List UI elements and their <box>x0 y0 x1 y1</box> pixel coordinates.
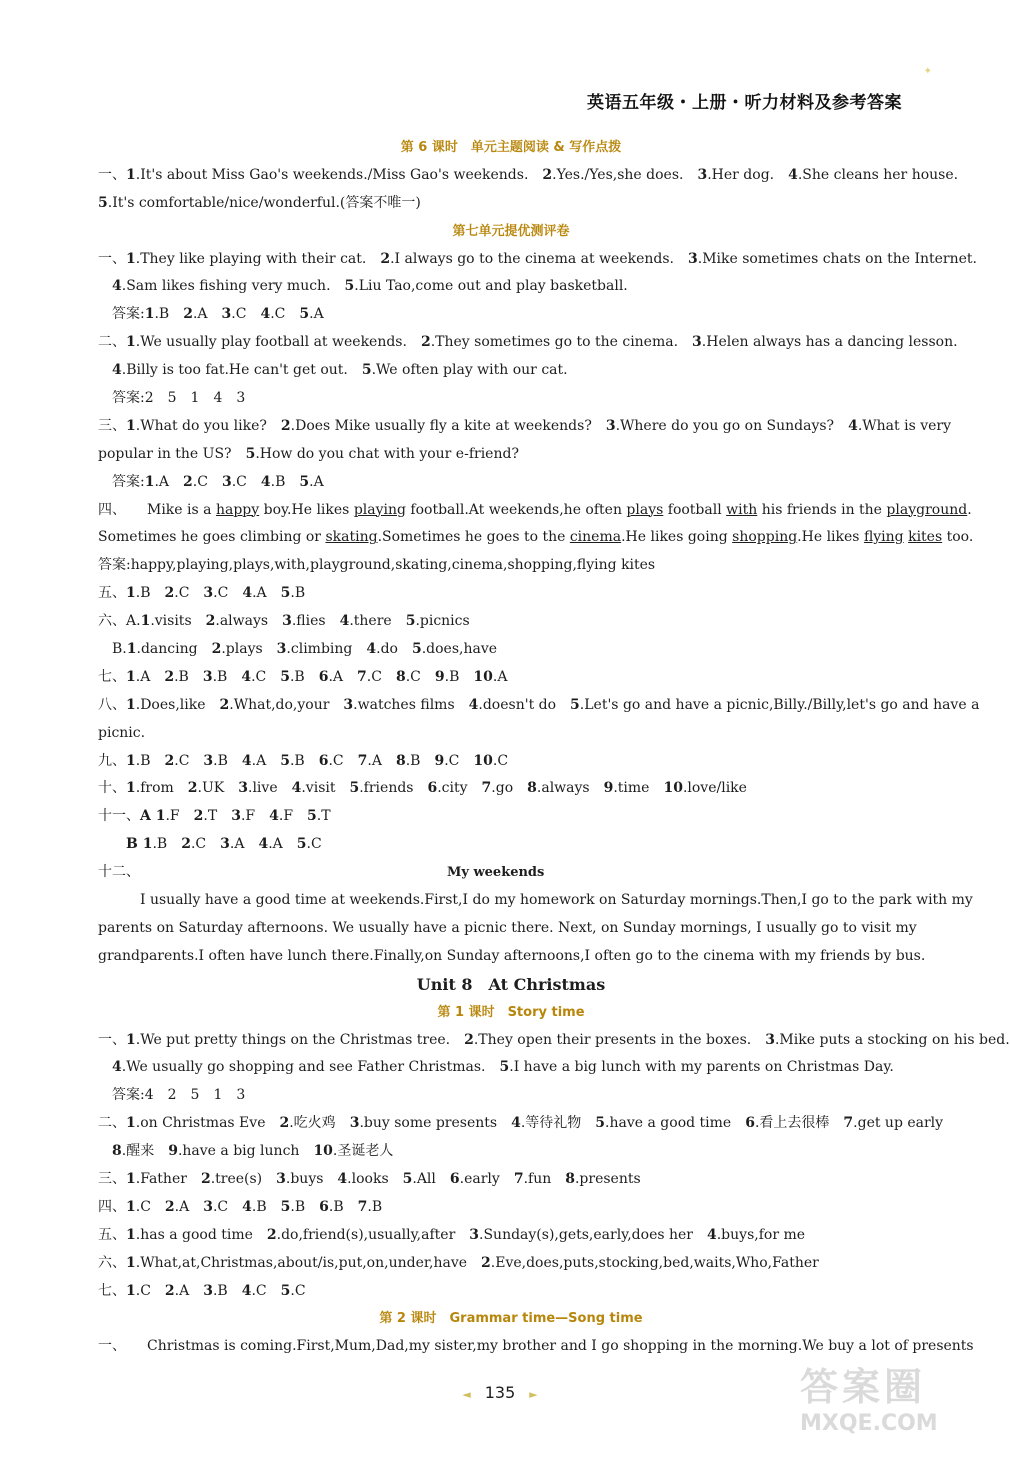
answer-line: 二、1.We usually play football at weekends. 2.They sometimes go to the cinema. 3.Helen always has a dancing lesson. <box>98 334 958 351</box>
answer-line: 答案:happy,playing,plays,with,playground,skating,cinema,shopping,flying kites <box>98 557 656 574</box>
answer-line: 九、1.B 2.C 3.B 4.A 5.B 6.C 7.A 8.B 9.C 10.C <box>98 752 509 769</box>
answer-line: 五、1.B 2.C 3.C 4.A 5.B <box>98 585 306 602</box>
answer-line: grandparents.I often have lunch there.Finally,on Sunday afternoons,I often go to the cinema with my friends by bus. <box>98 947 926 964</box>
answer-line: 4.Billy is too fat.He can't get out. 5.We often play with our cat. <box>112 362 568 379</box>
answer-line: 4.Sam likes fishing very much. 5.Liu Tao,come out and play basketball. <box>112 278 628 295</box>
answer-line: 一、 Christmas is coming.First,Mum,Dad,my sister,my brother and I go shopping in the morning.We buy a lot of presents <box>98 1338 974 1355</box>
watermark-logo: 答案圈 <box>800 1365 927 1409</box>
answer-line: 二、1.on Christmas Eve 2.吃火鸡 3.buy some presents 4.等待礼物 5.have a good time 6.看上去很棒 7.get up early <box>98 1115 944 1132</box>
answer-line: 八、1.Does,like 2.What,do,your 3.watches films 4.doesn't do 5.Let's go and have a picnic,Billy./Billy,let's go and have a <box>98 696 980 713</box>
answer-line: B 1.B 2.C 3.A 4.A 5.C <box>126 836 322 853</box>
answer-line: parents on Saturday afternoons. We usually have a picnic there. Next, on Sunday mornings, I usually go to visit my <box>98 919 917 936</box>
decorative-star: ✦ <box>923 66 932 77</box>
answer-line: 十一、A 1.F 2.T 3.F 4.F 5.T <box>98 808 331 825</box>
watermark-url: MXQE.COM <box>800 1411 938 1436</box>
section-heading: 第七单元提优测评卷 <box>452 223 570 239</box>
answer-line: 答案:1.A 2.C 3.C 4.B 5.A <box>98 473 324 490</box>
answer-line: 七、1.A 2.B 3.B 4.C 5.B 6.A 7.C 8.C 9.B 10.A <box>98 668 508 685</box>
answer-line: picnic. <box>98 724 146 741</box>
answer-line: 四、1.C 2.A 3.C 4.B 5.B 6.B 7.B <box>98 1198 383 1215</box>
section-heading: 第 6 课时 单元主题阅读 & 写作点拨 <box>400 140 622 155</box>
answer-line: 十、1.from 2.UK 3.live 4.visit 5.friends 6.city 7.go 8.always 9.time 10.love/like <box>98 780 747 797</box>
answer-line: B.1.dancing 2.plays 3.climbing 4.do 5.does,have <box>98 641 498 658</box>
right-arrow-icon: ► <box>529 1388 538 1401</box>
answer-line: popular in the US? 5.How do you chat with your e-friend? <box>98 445 519 462</box>
answer-line: 一、1.It's about Miss Gao's weekends./Miss Gao's weekends. 2.Yes./Yes,she does. 3.Her dog. 4.She cleans her house. <box>98 166 959 183</box>
left-arrow-icon: ◄ <box>462 1388 471 1401</box>
section-heading: 第 1 课时 Story time <box>437 1004 585 1020</box>
answer-line: 答案:1.B 2.A 3.C 4.C 5.A <box>98 306 324 323</box>
answer-line: 三、1.What do you like? 2.Does Mike usually fly a kite at weekends? 3.Where do you go on Sundays? 4.What is very <box>98 417 951 434</box>
answer-line: 答案:2 5 1 4 3 <box>98 390 246 407</box>
answer-line: 四、 Mike is a happy boy.He likes playing football.At weekends,he often plays football with his friends in the playground. <box>98 501 972 518</box>
answer-line: 5.It's comfortable/nice/wonderful.(答案不唯一) <box>98 194 421 211</box>
unit-heading: Unit 8 At Christmas <box>416 974 606 994</box>
answer-line: 答案:4 2 5 1 3 <box>98 1087 246 1104</box>
answer-content <box>98 134 1010 1361</box>
watermark <box>800 1356 970 1448</box>
answer-line: I usually have a good time at weekends.First,I do my homework on Saturday mornings.Then,I go to the park with my <box>98 892 973 909</box>
answer-line: 一、1.They like playing with their cat. 2.I always go to the cinema at weekends. 3.Mike sometimes chats on the Internet. <box>98 250 977 267</box>
answer-line: Sometimes he goes climbing or skating.Sometimes he goes to the cinema.He likes going shopping.He likes flying kites too. <box>98 529 974 546</box>
page-number: 135 <box>484 1383 516 1402</box>
answer-line: 六、A.1.visits 2.always 3.flies 4.there 5.picnics <box>98 613 470 630</box>
answer-line: 4.We usually go shopping and see Father Christmas. 5.I have a big lunch with my parents on Christmas Day. <box>112 1059 894 1076</box>
page-header: 英语五年级・上册・听力材料及参考答案 <box>587 93 902 113</box>
answer-line: 三、1.Father 2.tree(s) 3.buys 4.looks 5.All 6.early 7.fun 8.presents <box>98 1170 641 1187</box>
section-heading: 第 2 课时 Grammar time—Song time <box>379 1311 643 1327</box>
answer-line: 六、1.What,at,Christmas,about/is,put,on,under,have 2.Eve,does,puts,stocking,bed,waits,Who,Father <box>98 1254 819 1271</box>
answer-line: 一、1.We put pretty things on the Christmas tree. 2.They open their presents in the boxes. 3.Mike puts a stocking on his bed. <box>98 1031 1010 1048</box>
answer-line: 七、1.C 2.A 3.B 4.C 5.C <box>98 1282 306 1299</box>
answer-line: 8.醒来 9.have a big lunch 10.圣诞老人 <box>112 1143 394 1160</box>
answer-line: 十二、 My weekends <box>98 864 545 881</box>
answer-line: 五、1.has a good time 2.do,friend(s),usually,after 3.Sunday(s),gets,early,does her 4.buys,for me <box>98 1226 806 1243</box>
